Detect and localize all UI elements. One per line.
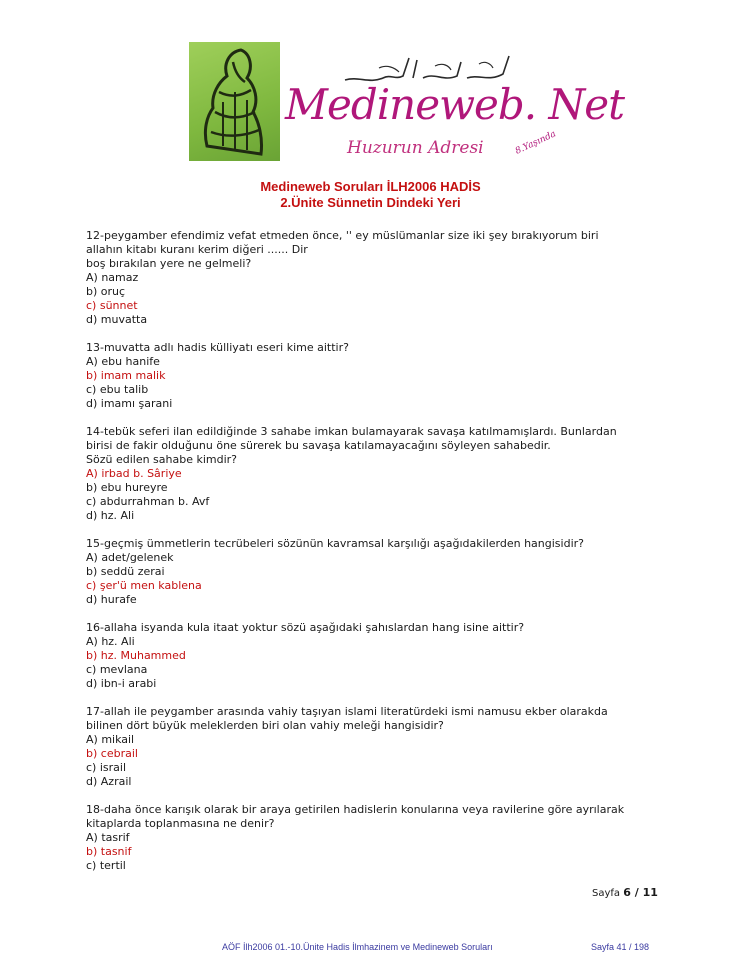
question-item <box>86 803 676 873</box>
question-text: 13-muvatta adlı hadis külliyatı eseri kime aittir? <box>86 341 349 354</box>
correct-answer-option: c) sünnet <box>86 299 138 312</box>
answer-option: b) seddü zerai <box>86 565 165 578</box>
question-text: boş bırakılan yere ne gelmeli? <box>86 257 252 270</box>
question-item <box>86 705 676 789</box>
answer-option: d) ibn-i arabi <box>86 677 157 690</box>
question-text: 18-daha önce karışık olarak bir araya getirilen hadislerin konularına veya ravilerine göre ayrılarak <box>86 803 625 816</box>
brand-name: Medineweb. Net <box>285 80 624 129</box>
question-item <box>86 621 676 691</box>
answer-option: A) hz. Ali <box>86 635 135 648</box>
answer-option: c) mevlana <box>86 663 148 676</box>
question-text: 12-peygamber efendimiz vefat etmeden önce, '' ey müslümanlar size iki şey bırakıyorum biri <box>86 229 599 242</box>
question-item <box>86 229 676 327</box>
correct-answer-option: b) imam malik <box>86 369 166 382</box>
question-item <box>86 425 676 523</box>
correct-answer-option: b) cebrail <box>86 747 138 760</box>
answer-option: d) hurafe <box>86 593 137 606</box>
medineweb-logo <box>189 42 624 164</box>
calligraphy-figure-icon <box>189 42 280 161</box>
answer-option: d) Azrail <box>86 775 132 788</box>
question-text: allahın kitabı kuranı kerim diğeri ...... Dir <box>86 243 308 256</box>
answer-option: b) ebu hureyre <box>86 481 168 494</box>
answer-option: A) tasrif <box>86 831 130 844</box>
brand-age-label: 8.Yaşında <box>513 129 558 157</box>
answer-option: d) muvatta <box>86 313 148 326</box>
footer-document-name: AÖF İlh2006 01.-10.Ünite Hadis İlmhazinem ve Medineweb Soruları <box>222 942 493 952</box>
page-label: Sayfa <box>592 888 621 899</box>
page-number <box>592 886 658 899</box>
question-text: 14-tebük seferi ilan edildiğinde 3 sahabe imkan bulamayarak savaşa katılmamışlardı. Bunlardan <box>86 425 617 438</box>
question-text: 17-allah ile peygamber arasında vahiy taşıyan islami literatürdeki ismi namusu ekber olarakda <box>86 705 608 718</box>
answer-option: A) mikail <box>86 733 135 746</box>
answer-option: d) hz. Ali <box>86 509 135 522</box>
correct-answer-option: b) tasnif <box>86 845 132 858</box>
question-text: birisi de fakir olduğunu öne sürerek bu savaşa katılamayacağını söyleyen sahabedir. <box>86 439 551 452</box>
answer-option: A) adet/gelenek <box>86 551 174 564</box>
document-subtitle: 2.Ünite Sünnetin Dindeki Yeri <box>280 195 461 210</box>
page-total: 11 <box>642 886 658 899</box>
document-title: Medineweb Soruları İLH2006 HADİS <box>260 179 481 194</box>
correct-answer-option: A) irbad b. Sâriye <box>86 467 182 480</box>
answer-option: b) oruç <box>86 285 126 298</box>
page-current: 6 <box>623 886 631 899</box>
correct-answer-option: b) hz. Muhammed <box>86 649 186 662</box>
correct-answer-option: c) şer'ü men kablena <box>86 579 202 592</box>
question-text: 15-geçmiş ümmetlerin tecrübeleri sözünün kavramsal karşılığı aşağıdakilerden hangisidir? <box>86 537 584 550</box>
answer-option: c) israil <box>86 761 126 774</box>
answer-option: c) ebu talib <box>86 383 149 396</box>
answer-option: A) namaz <box>86 271 139 284</box>
answer-option: A) ebu hanife <box>86 355 160 368</box>
question-text: bilinen dört büyük meleklerden biri olan vahiy meleği hangisidir? <box>86 719 444 732</box>
footer-page-number: Sayfa 41 / 198 <box>591 942 650 952</box>
question-item <box>86 537 676 607</box>
brand-tagline: Huzurun Adresi <box>347 138 484 158</box>
question-text: Sözü edilen sahabe kimdir? <box>86 453 238 466</box>
answer-option: c) abdurrahman b. Avf <box>86 495 210 508</box>
question-item <box>86 341 676 411</box>
answer-option: c) tertil <box>86 859 126 872</box>
page-separator: / <box>630 886 643 899</box>
question-list <box>86 229 676 887</box>
question-text: 16-allaha isyanda kula itaat yoktur sözü aşağıdaki şahıslardan hang isine aittir? <box>86 621 525 634</box>
answer-option: d) imamı şarani <box>86 397 173 410</box>
question-text: kitaplarda toplanmasına ne denir? <box>86 817 275 830</box>
